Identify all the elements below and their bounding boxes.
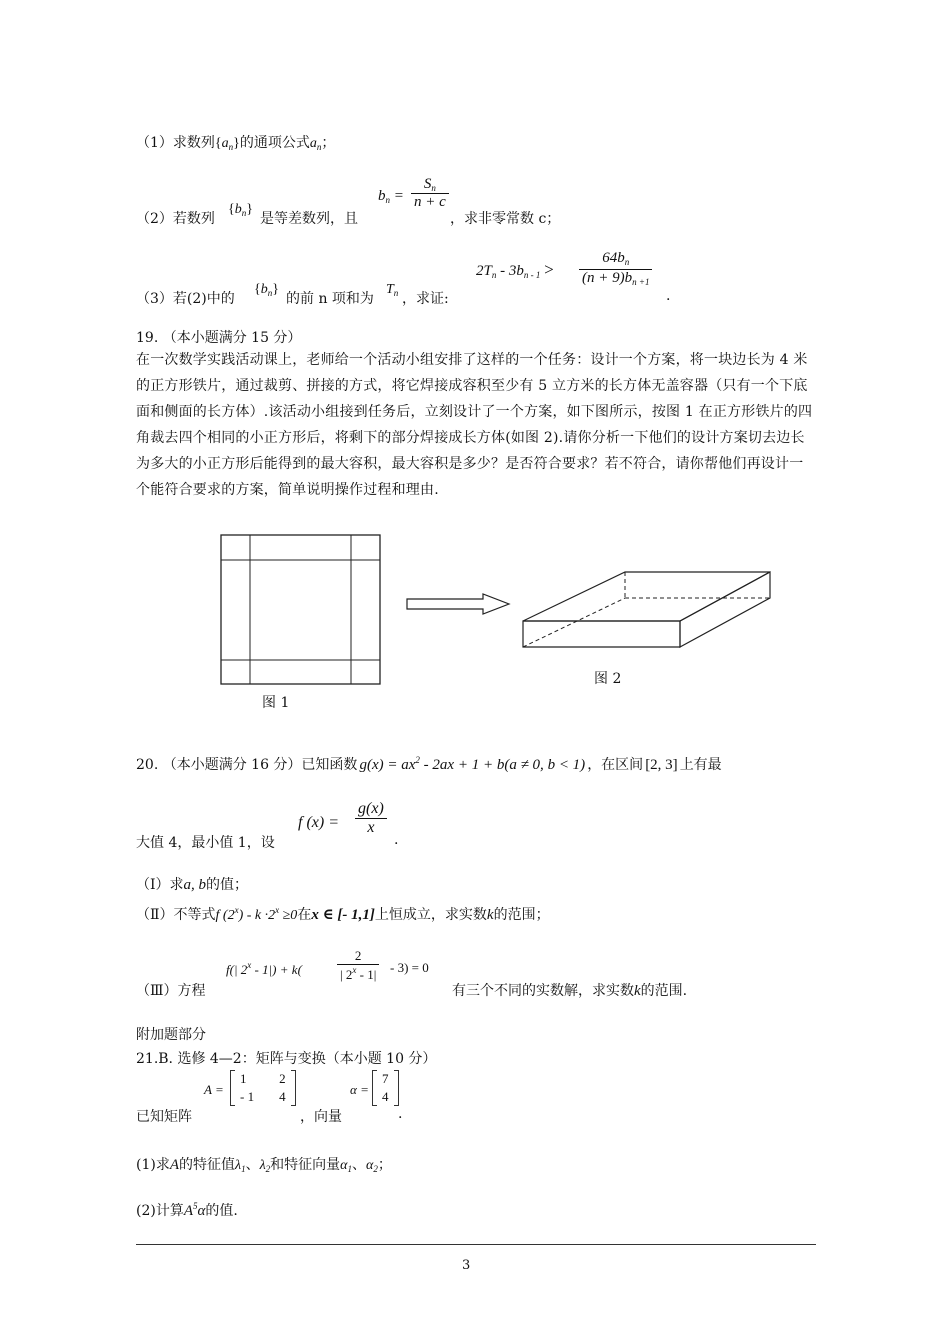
math-seq-bn-2: $\{b_n\}$ bbox=[254, 282, 279, 298]
q20-part3-prefix: （Ⅲ）方程 bbox=[136, 983, 206, 999]
math-A: A bbox=[169, 1157, 180, 1173]
q21-p2-end: 的值. bbox=[205, 1203, 238, 1219]
math-seq-bn: $\{b_n\}$ bbox=[228, 202, 253, 218]
fig2-right-face bbox=[680, 572, 770, 647]
q18-part2-mid: 是等差数列，且 bbox=[260, 211, 358, 227]
q20-part2 bbox=[136, 904, 550, 924]
math-eq-rhs: - 3) = 0 bbox=[390, 960, 429, 975]
fig2-top-face bbox=[523, 572, 770, 621]
page-number: 3 bbox=[462, 1258, 471, 1273]
q20-line2-prefix: 大值 4，最小值 1，设 bbox=[136, 835, 275, 851]
q20-part3-mid: 有三个不同的实数解，求实数 bbox=[452, 983, 634, 999]
q18-part1-mid: 的通项公式 bbox=[239, 135, 310, 151]
q20-part2-mid2: 上恒成立，求实数 bbox=[374, 907, 487, 923]
q18-part3-mid: 的前 n 项和为 bbox=[286, 291, 374, 307]
q18-part1-end: ； bbox=[321, 135, 336, 151]
fig2-front-face bbox=[523, 621, 680, 647]
math-alpha2: $\alpha_2$ bbox=[366, 1158, 378, 1174]
math-alpha-eq: α = bbox=[350, 1082, 369, 1097]
q20-part2-end: 的范围； bbox=[493, 907, 550, 923]
q20-line1-end: 上有最 bbox=[679, 757, 722, 773]
figure-2 bbox=[520, 568, 774, 652]
q20-part2-mid: 在 bbox=[297, 907, 312, 923]
math-tn: $T_n$ bbox=[386, 282, 399, 298]
q21-p1-mid3: 和特征向量 bbox=[270, 1157, 341, 1173]
q19-body: 在一次数学实践活动课上，老师给一个活动小组安排了这样的一个任务：设计一个方案，将一块边长为 4 米的正方形铁片，通过裁剪、拼接的方式，将它焊接成容积至少有 5 立方米的长方体无盖容器（只有一个下底面和侧面的长方体）.该活动小组接到任务后，立刻设计了一个方案，如下图所示，按图 1 在正方形铁片的四角裁去四个相同的小正方形后，将剩下的部分焊接成长方体(如图 2).请你分析一下他们的设计方案切去边长为多大的小正方形后能得到的最大容积，最大容积是多少？是否符合要求？若不符合，请你帮他们再设计一个能符合要求的方案，简单说明操作过程和理由. bbox=[136, 352, 813, 498]
q18-part3-prefix: （3）若(2)中的 bbox=[136, 291, 235, 307]
q18-part1-prefix: （1）求数列 bbox=[136, 135, 215, 151]
q21-p1-prefix: (1)求 bbox=[136, 1157, 170, 1173]
q18-part2-end: ，求非零常数 c； bbox=[450, 211, 561, 227]
q21-p1-mid: 的特征值 bbox=[179, 1157, 236, 1173]
q21-p1-mid2: 、 bbox=[245, 1157, 260, 1173]
math-A-eq: A = bbox=[204, 1082, 224, 1097]
matrix-A: 1 2 - 1 4 bbox=[230, 1070, 296, 1106]
q18-part3-end: . bbox=[666, 288, 671, 304]
math-lambda1: $\lambda_1$ bbox=[235, 1158, 246, 1174]
q18-part1 bbox=[136, 132, 335, 152]
q20-line1-mid: ，在区间 bbox=[587, 757, 644, 773]
math-lambda2: $\lambda_2$ bbox=[259, 1158, 271, 1174]
math-alpha1: $\alpha_1$ bbox=[340, 1158, 353, 1174]
math-ab: a, b bbox=[183, 877, 207, 893]
math-k: k bbox=[486, 907, 494, 923]
math-fx: f (x) = bbox=[298, 814, 340, 831]
fig1-square bbox=[221, 535, 380, 684]
footer-divider bbox=[136, 1244, 816, 1245]
q21-p1-mid4: 、 bbox=[352, 1157, 367, 1173]
q18-part2-prefix: （2）若数列 bbox=[136, 211, 215, 227]
q21-part1 bbox=[136, 1154, 392, 1174]
arrow-right-icon bbox=[405, 592, 513, 616]
math-gx: $g(x) = ax^2 - 2ax + 1 + b(a \ne 0$, b < 1) bbox=[359, 755, 586, 773]
q20-part2-prefix: （Ⅱ）不等式 bbox=[136, 907, 216, 923]
q19-heading: 19. （本小题满分 15 分） bbox=[136, 330, 302, 346]
q20-part1-end: 的值； bbox=[206, 877, 249, 893]
q21-p2-prefix: (2)计算 bbox=[136, 1203, 184, 1219]
q20-part3-end: 的范围. bbox=[640, 983, 688, 999]
math-an: $a_n$ bbox=[309, 136, 322, 152]
figure-1 bbox=[220, 534, 382, 686]
math-bn-def: $b_n$ = bbox=[378, 188, 404, 205]
q20-part3-text bbox=[452, 980, 687, 1000]
q21-p1-end: ； bbox=[377, 1157, 392, 1173]
q21-heading: 21.B. 选修 4—2：矩阵与变换（本小题 10 分） bbox=[136, 1051, 437, 1067]
math-x-in: x ∈ [- 1,1] bbox=[311, 907, 375, 923]
math-frac-sn: $\frac{S_n}{n + c}$ bbox=[411, 176, 449, 211]
q21-line-mid: ，向量 bbox=[300, 1109, 342, 1125]
math-A5alpha: $A^5\alpha$ bbox=[183, 1201, 206, 1219]
q20-line2-end: . bbox=[394, 832, 399, 848]
math-ineq-rhs: $\frac{64b_n}{(n + 9)b_{n +1}}$ bbox=[579, 250, 652, 287]
q20-part1 bbox=[136, 874, 248, 894]
fig2-label: 图 2 bbox=[594, 671, 622, 687]
q20-part1-prefix: （Ⅰ）求 bbox=[136, 877, 184, 893]
q18-part3-mid2: ，求证: bbox=[402, 291, 449, 307]
q20-line1 bbox=[136, 754, 722, 780]
math-frac-gx: $\frac{g(x)}{x}$ bbox=[355, 800, 387, 837]
q20-line1-prefix: 20. （本小题满分 16 分）已知函数 bbox=[136, 757, 358, 773]
extra-heading: 附加题部分 bbox=[136, 1027, 206, 1043]
math-k-2: k bbox=[634, 983, 641, 999]
math-ineq-lhs: $2T_n - 3b_{n - 1}$ > bbox=[476, 260, 554, 280]
math-eq-frac: $\frac{2}{| 2^x - 1|}$ bbox=[337, 948, 379, 983]
q21-line-end: . bbox=[398, 1106, 403, 1122]
math-interval: [2, 3] bbox=[645, 757, 678, 773]
q21-line-prefix: 已知矩阵 bbox=[136, 1109, 192, 1125]
math-eq-lhs: f(| 2$^x$ - 1|) + k( bbox=[226, 960, 302, 977]
q21-part2 bbox=[136, 1200, 238, 1220]
fig1-label: 图 1 bbox=[262, 695, 290, 711]
math-seq-an: $\{a_n\}$ bbox=[214, 136, 240, 152]
vector-alpha: 7 4 bbox=[372, 1070, 399, 1106]
math-ineq-f: f $(2^x) - k \cdot 2^x \ge 0$ bbox=[215, 905, 298, 923]
